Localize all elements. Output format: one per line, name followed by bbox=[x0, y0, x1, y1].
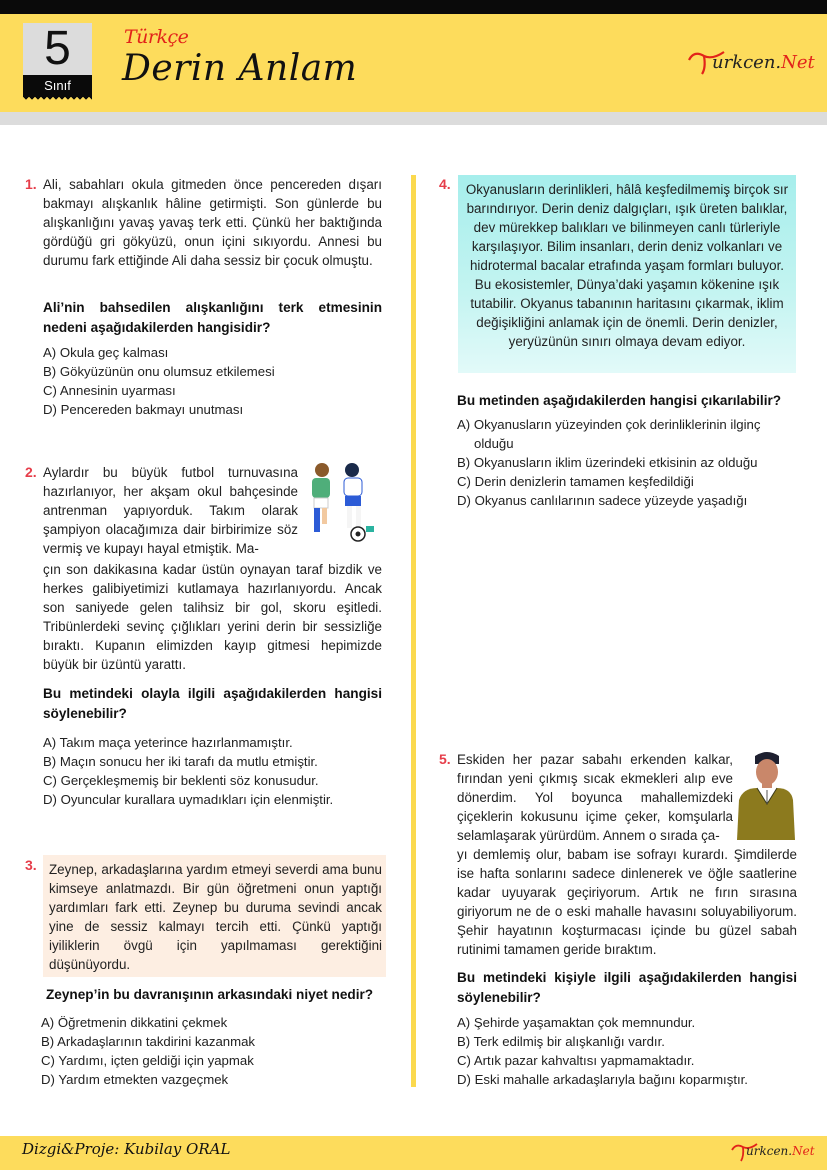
turkcen-logo bbox=[686, 46, 816, 82]
question-3-passage: Zeynep, arkadaşlarına yardım etmeyi severdi ama bunu kimseye anlatmazdı. Bir gün öğretmeni onun yaptığı yardımları fark etti. Zeynep bu duruma sevindi ancak yine de sessiz kalmayı tercih etti. Çünkü yaptığı iyiliklerin övgü için yapılmaması gerektiğini düşünüyordu. bbox=[49, 862, 382, 972]
option-c[interactable]: C) Yardımı, içten geldiği için yapmak bbox=[41, 1053, 254, 1068]
question-4-prompt: Bu metinden aşağıdakilerden hangisi çıkarılabilir? bbox=[457, 393, 782, 408]
zigzag-edge bbox=[23, 97, 92, 102]
option-c[interactable]: C) Artık pazar kahvaltısı yapmamaktadır. bbox=[457, 1053, 695, 1068]
option-d[interactable]: D) Eski mahalle arkadaşlarıyla bağını koparmıştır. bbox=[457, 1072, 748, 1087]
option-b[interactable]: B) Terk edilmiş bir alışkanlığı vardır. bbox=[457, 1034, 665, 1049]
question-5-options bbox=[457, 1013, 748, 1089]
subject-label: Türkçe bbox=[124, 26, 189, 48]
option-b[interactable]: B) Okyanusların iklim üzerindeki etkisinin az olduğu bbox=[457, 455, 758, 470]
grade-label: Sınıf bbox=[23, 75, 92, 97]
option-d[interactable]: D) Okyanus canlılarının sadece yüzeyde yaşadığı bbox=[457, 493, 748, 508]
option-a[interactable]: A) Okula geç kalması bbox=[43, 345, 169, 360]
option-a[interactable]: A) Şehirde yaşamaktan çok memnundur. bbox=[457, 1015, 696, 1030]
option-b[interactable]: B) Arkadaşlarının takdirini kazanmak bbox=[41, 1034, 256, 1049]
grade-number: 5 bbox=[23, 23, 92, 75]
question-number: 1. bbox=[25, 176, 37, 192]
option-d[interactable]: D) Pencereden bakmayı unutması bbox=[43, 402, 244, 417]
question-5-prompt: Bu metindeki kişiyle ilgili aşağıdakilerden hangisi söylenebilir? bbox=[457, 970, 797, 1005]
option-a[interactable]: A) Takım maça yeterince hazırlanmamıştır. bbox=[43, 735, 293, 750]
man-in-sweater-illustration bbox=[735, 750, 797, 842]
header-gray-strip bbox=[0, 112, 827, 125]
option-c[interactable]: C) Derin denizlerin tamamen keşfedildiği bbox=[457, 474, 694, 489]
option-a[interactable]: A) Okyanusların yüzeyinden çok derinliklerinin ilginç bbox=[457, 417, 761, 432]
footer-credit: Dizgi&Proje: Kubilay ORAL bbox=[22, 1140, 231, 1158]
option-c[interactable]: C) Gerçekleşmemiş bir beklenti söz konusudur. bbox=[43, 773, 319, 788]
question-3-options bbox=[41, 1013, 255, 1089]
question-2-prompt: Bu metindeki olayla ilgili aşağıdakilerden hangisi söylenebilir? bbox=[43, 686, 382, 721]
question-number: 5. bbox=[439, 751, 451, 767]
question-5-passage-top: Eskiden her pazar sabahı erkenden kalkar, fırından yeni çıkmış sıcak ekmekleri alıp eve dönerdim. Yol boyunca mahallemizdeki çiçeklerin kokusunu içime çeker, komşularla selamlaşarak yürürdüm. Annem o sırada ça- bbox=[457, 752, 733, 843]
grade-badge bbox=[23, 23, 92, 103]
option-d[interactable]: D) Yardım etmekten vazgeçmek bbox=[41, 1072, 229, 1087]
question-1-options bbox=[43, 343, 275, 419]
footer-logo bbox=[730, 1140, 820, 1166]
column-divider bbox=[411, 175, 416, 1087]
option-a-continued[interactable]: olduğu bbox=[474, 436, 514, 451]
question-4-options bbox=[457, 415, 760, 510]
question-2-options bbox=[43, 733, 333, 809]
question-5-passage-bottom: yı demlemiş olur, babam ise sofrayı kurardı. Şimdilerde ise hafta sonlarını sadece dinlenerek ve öğle saatlerine kadar uyuyarak geçiriyorum. Artık ne fırın sırasına giriyorum ne de o eski mahalle havasını soluyabiliyorum. Şehir hayatının koşturmacası içinde bu güzel sabah rutinimi tamamen geride bıraktım. bbox=[457, 847, 797, 957]
option-a[interactable]: A) Öğretmenin dikkatini çekmek bbox=[41, 1015, 228, 1030]
soccer-players-illustration bbox=[300, 460, 388, 544]
question-3-prompt: Zeynep’in bu davranışının arkasındaki niyet nedir? bbox=[46, 987, 374, 1002]
question-2-passage-top: Aylardır bu büyük futbol turnuvasına hazırlanıyor, her akşam okul bahçesinde antrenman yapıyorduk. Takım olarak şampiyon olacağımıza dair birbirimize söz vermiş ve kupayı hayal etmiştik. Ma- bbox=[43, 465, 298, 556]
page-title: Derin Anlam bbox=[122, 48, 358, 89]
question-number: 3. bbox=[25, 857, 37, 873]
question-number: 4. bbox=[439, 176, 451, 192]
question-1-prompt: Ali’nin bahsedilen alışkanlığını terk etmesinin nedeni aşağıdakilerden hangisidir? bbox=[43, 300, 382, 335]
logo-text: urkcen.Net bbox=[746, 1144, 815, 1158]
question-number: 2. bbox=[25, 464, 37, 480]
logo-text: urkcen.Net bbox=[712, 52, 815, 73]
option-d[interactable]: D) Oyuncular kurallara uymadıkları için elenmiştir. bbox=[43, 792, 334, 807]
question-1-passage: Ali, sabahları okula gitmeden önce pencereden dışarı bakmayı alışkanlık hâline getirmişti. Son günlerde bu alışkanlığını yavaş yavaş terk etti. Çünkü her baktığında gördüğü gri gökyüzü, onun içini sıkıyordu. Annesi bu durumu fark ettiğinde Ali daha sessiz bir çocuk olmuştu. bbox=[43, 177, 382, 268]
option-b[interactable]: B) Gökyüzünün onu olumsuz etkilemesi bbox=[43, 364, 275, 379]
option-b[interactable]: B) Maçın sonucu her iki tarafı da mutlu etmiştir. bbox=[43, 754, 318, 769]
question-4-passage: Okyanusların derinlikleri, hâlâ keşfedilmemiş birçok sır barındırıyor. Derin deniz dalgıçları, ışık üreten balıklar, dev mürekkep balıkları ve bilinmeyen canlı türleriyle karşılaşıyor. Bilim insanları, derin deniz volkanları ve hidrotermal bacalar etrafında yaşam formları buluyor. Bu ekosistemler, Dünya’daki yaşamın kökenine ışık tutabilir. Okyanus tabanının haritasını çıkarmak, iklim değişikliğini anlamak için de önemli. Derin denizler, yeryüzünün sınırı olmaya devam ediyor. bbox=[465, 182, 789, 349]
question-2-passage-bottom: çın son dakikasına kadar üstün oynayan taraf bizdik ve herkes galibiyetimizi kutlamaya hazırlanıyordu. Ancak son saniyede gelen talihsiz bir gol, skoru eşitledi. Tribünlerdeki sevinç çığlıkları yerini derin bir sessizliğe bıraktı. Kupanın elimizden kayıp gitmesi hepimizde büyük bir üzüntü yarattı. bbox=[43, 562, 382, 672]
top-black-bar bbox=[0, 0, 827, 14]
option-c[interactable]: C) Annesinin uyarması bbox=[43, 383, 176, 398]
